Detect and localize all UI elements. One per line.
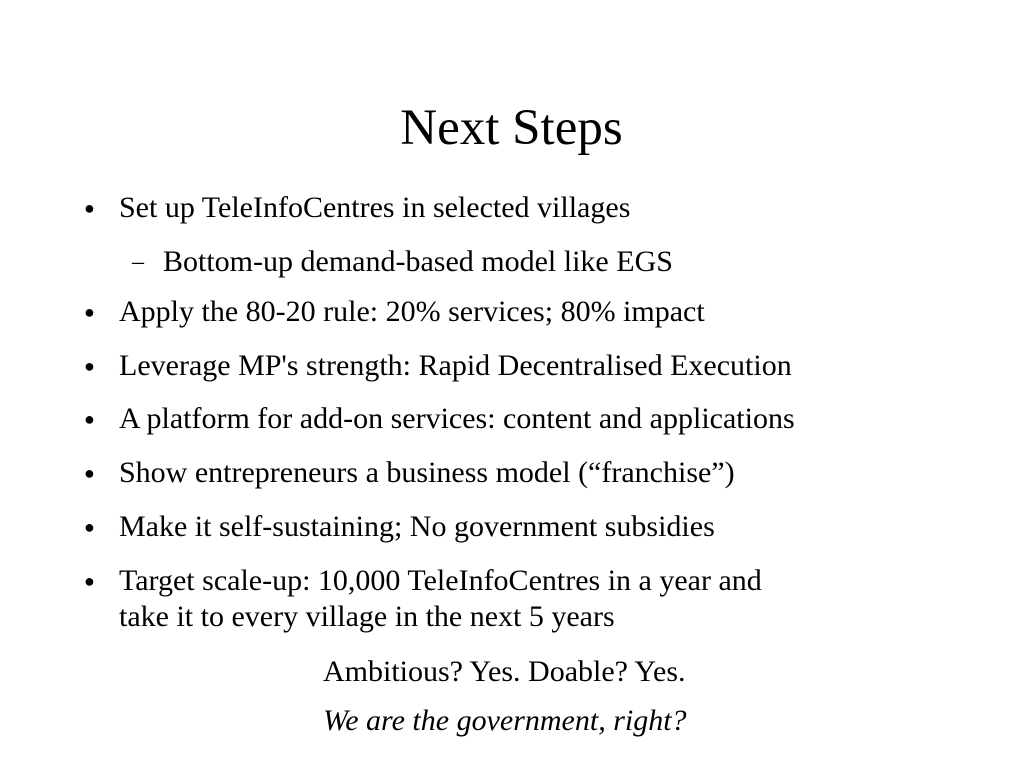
bullet-text: Leverage MP's strength: Rapid Decentralised Execution xyxy=(119,349,792,382)
bullet-text-line2: take it to every village in the next 5 years xyxy=(119,600,615,633)
bullet-dot-icon: ● xyxy=(84,463,95,483)
closing-question: We are the government, right? xyxy=(323,704,687,737)
bullet-text: Make it self-sustaining; No government subsidies xyxy=(119,510,715,543)
dash-icon: – xyxy=(132,249,144,275)
bullet-text: Show entrepreneurs a business model (“franchise”) xyxy=(119,456,735,489)
bullet-dot-icon: ● xyxy=(84,517,95,537)
slide-title: Next Steps xyxy=(400,100,623,156)
bullet-dot-icon: ● xyxy=(84,571,95,591)
bullet-dot-icon: ● xyxy=(84,198,95,218)
bullet-text: A platform for add-on services: content and applications xyxy=(119,402,795,435)
sub-bullet-text: Bottom-up demand-based model like EGS xyxy=(163,245,673,278)
bullet-dot-icon: ● xyxy=(84,356,95,376)
closing-statement: Ambitious? Yes. Doable? Yes. xyxy=(323,655,686,688)
bullet-text-line1: Target scale-up: 10,000 TeleInfoCentres in a year and xyxy=(119,564,762,597)
bullet-dot-icon: ● xyxy=(84,302,95,322)
bullet-text: Set up TeleInfoCentres in selected villages xyxy=(119,191,631,224)
bullet-text: Apply the 80-20 rule: 20% services; 80% impact xyxy=(119,295,705,328)
bullet-dot-icon: ● xyxy=(84,409,95,429)
